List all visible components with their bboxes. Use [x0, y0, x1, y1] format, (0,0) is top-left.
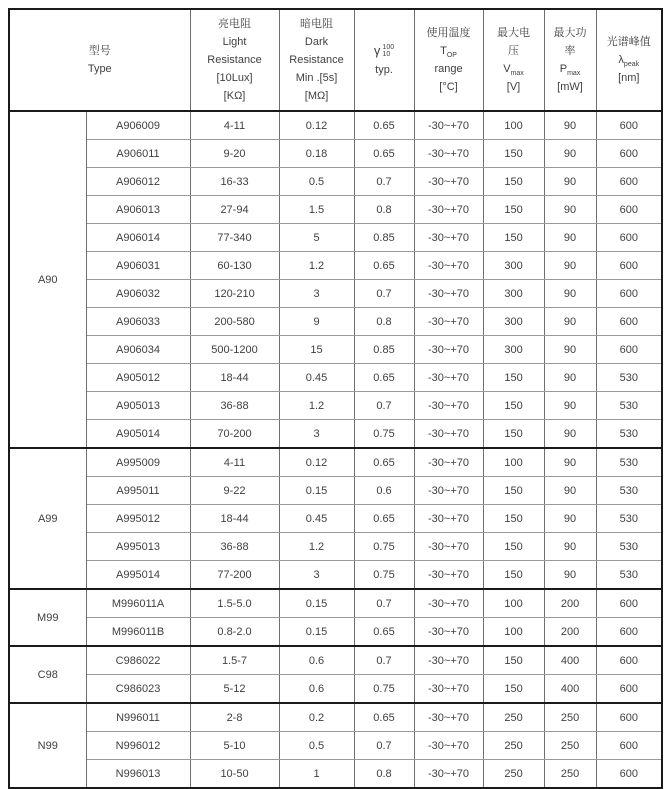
cell-light: 5-10 [190, 732, 279, 760]
cell-dark: 0.15 [279, 589, 354, 618]
cell-temp: -30~+70 [414, 703, 483, 732]
cell-model: A906009 [86, 111, 190, 140]
cell-gamma: 0.6 [354, 477, 414, 505]
cell-temp: -30~+70 [414, 111, 483, 140]
cell-gamma: 0.65 [354, 618, 414, 647]
table-row [9, 703, 662, 732]
cell-model: A905012 [86, 364, 190, 392]
cell-gamma: 0.65 [354, 252, 414, 280]
cell-vmax: 300 [483, 252, 544, 280]
cell-dark: 5 [279, 224, 354, 252]
cell-lambda: 600 [596, 111, 662, 140]
cell-temp: -30~+70 [414, 392, 483, 420]
cell-dark: 0.12 [279, 111, 354, 140]
cell-gamma: 0.75 [354, 675, 414, 704]
cell-lambda: 530 [596, 505, 662, 533]
group-label: C98 [9, 646, 86, 703]
table-body [9, 111, 662, 788]
cell-dark: 0.6 [279, 675, 354, 704]
table-row [9, 533, 662, 561]
cell-dark: 1.2 [279, 392, 354, 420]
cell-gamma: 0.75 [354, 533, 414, 561]
col-header-spectral-peak: 光谱峰值 $\lambda_{peak}$ [nm] [596, 9, 662, 111]
cell-model: A995012 [86, 505, 190, 533]
cell-pmax: 250 [544, 703, 596, 732]
cell-pmax: 90 [544, 168, 596, 196]
cell-model: M996011B [86, 618, 190, 647]
cell-temp: -30~+70 [414, 168, 483, 196]
cell-lambda: 530 [596, 364, 662, 392]
cell-light: 500-1200 [190, 336, 279, 364]
cell-lambda: 600 [596, 280, 662, 308]
cell-dark: 0.6 [279, 646, 354, 675]
cell-gamma: 0.65 [354, 140, 414, 168]
type-label-zh: 型号 [88, 45, 111, 57]
cell-pmax: 200 [544, 618, 596, 647]
cell-gamma: 0.65 [354, 448, 414, 477]
group-label: A90 [9, 111, 86, 448]
cell-lambda: 600 [596, 252, 662, 280]
cell-vmax: 150 [483, 392, 544, 420]
cell-vmax: 150 [483, 224, 544, 252]
cell-temp: -30~+70 [414, 675, 483, 704]
cell-pmax: 90 [544, 533, 596, 561]
cell-light: 4-11 [190, 448, 279, 477]
cell-temp: -30~+70 [414, 140, 483, 168]
cell-lambda: 600 [596, 760, 662, 789]
cell-model: A906034 [86, 336, 190, 364]
table-row [9, 732, 662, 760]
cell-lambda: 600 [596, 703, 662, 732]
cell-vmax: 150 [483, 168, 544, 196]
cell-pmax: 90 [544, 140, 596, 168]
cell-temp: -30~+70 [414, 448, 483, 477]
cell-model: N996012 [86, 732, 190, 760]
cell-vmax: 100 [483, 111, 544, 140]
cell-light: 2-8 [190, 703, 279, 732]
cell-dark: 0.12 [279, 448, 354, 477]
table-row [9, 675, 662, 704]
cell-model: A906031 [86, 252, 190, 280]
type-label-en: Type [87, 63, 112, 75]
cell-vmax: 100 [483, 448, 544, 477]
cell-dark: 1 [279, 760, 354, 789]
cell-lambda: 600 [596, 224, 662, 252]
cell-vmax: 150 [483, 364, 544, 392]
cell-temp: -30~+70 [414, 760, 483, 789]
cell-light: 10-50 [190, 760, 279, 789]
cell-light: 16-33 [190, 168, 279, 196]
cell-pmax: 400 [544, 675, 596, 704]
cell-gamma: 0.75 [354, 561, 414, 590]
cell-lambda: 600 [596, 336, 662, 364]
cell-dark: 0.45 [279, 364, 354, 392]
cell-light: 27-94 [190, 196, 279, 224]
cell-light: 36-88 [190, 392, 279, 420]
cell-lambda: 530 [596, 420, 662, 449]
cell-pmax: 90 [544, 308, 596, 336]
cell-gamma: 0.7 [354, 280, 414, 308]
cell-light: 5-12 [190, 675, 279, 704]
cell-model: A905014 [86, 420, 190, 449]
cell-light: 1.5-5.0 [190, 589, 279, 618]
cell-model: A906011 [86, 140, 190, 168]
cell-dark: 1.2 [279, 533, 354, 561]
cell-light: 60-130 [190, 252, 279, 280]
cell-gamma: 0.85 [354, 336, 414, 364]
table-row [9, 618, 662, 647]
cell-dark: 3 [279, 561, 354, 590]
cell-lambda: 530 [596, 448, 662, 477]
cell-gamma: 0.75 [354, 420, 414, 449]
spec-table [8, 8, 663, 789]
cell-vmax: 150 [483, 477, 544, 505]
cell-lambda: 600 [596, 732, 662, 760]
cell-temp: -30~+70 [414, 618, 483, 647]
table-row [9, 252, 662, 280]
cell-gamma: 0.7 [354, 589, 414, 618]
cell-lambda: 600 [596, 196, 662, 224]
cell-pmax: 90 [544, 505, 596, 533]
cell-dark: 0.2 [279, 703, 354, 732]
cell-gamma: 0.65 [354, 364, 414, 392]
cell-gamma: 0.65 [354, 505, 414, 533]
cell-pmax: 90 [544, 364, 596, 392]
cell-dark: 3 [279, 420, 354, 449]
cell-light: 4-11 [190, 111, 279, 140]
table-row [9, 280, 662, 308]
cell-gamma: 0.8 [354, 196, 414, 224]
table-row [9, 505, 662, 533]
cell-model: A995011 [86, 477, 190, 505]
cell-model: M996011A [86, 589, 190, 618]
col-header-gamma [354, 9, 414, 111]
cell-dark: 0.18 [279, 140, 354, 168]
cell-light: 77-340 [190, 224, 279, 252]
table-row [9, 589, 662, 618]
col-header-max-power: 最大功 率 $P_{max}$ [mW] [544, 9, 596, 111]
cell-pmax: 90 [544, 252, 596, 280]
cell-light: 36-88 [190, 533, 279, 561]
cell-model: A995009 [86, 448, 190, 477]
cell-vmax: 150 [483, 533, 544, 561]
cell-dark: 0.15 [279, 477, 354, 505]
cell-temp: -30~+70 [414, 252, 483, 280]
table-row [9, 760, 662, 789]
col-header-type [9, 9, 190, 111]
header-row [9, 9, 662, 111]
cell-temp: -30~+70 [414, 280, 483, 308]
cell-temp: -30~+70 [414, 420, 483, 449]
table-row [9, 224, 662, 252]
cell-dark: 0.45 [279, 505, 354, 533]
cell-light: 77-200 [190, 561, 279, 590]
cell-temp: -30~+70 [414, 308, 483, 336]
cell-temp: -30~+70 [414, 561, 483, 590]
col-header-max-voltage: 最大电 压 $V_{max}$ [V] [483, 9, 544, 111]
cell-model: A995013 [86, 533, 190, 561]
table-row [9, 364, 662, 392]
table-row [9, 336, 662, 364]
cell-vmax: 300 [483, 280, 544, 308]
cell-lambda: 530 [596, 477, 662, 505]
cell-vmax: 150 [483, 505, 544, 533]
cell-pmax: 90 [544, 448, 596, 477]
cell-vmax: 300 [483, 336, 544, 364]
cell-temp: -30~+70 [414, 224, 483, 252]
gamma-symbol: γ 100 10 [373, 42, 395, 58]
cell-vmax: 150 [483, 675, 544, 704]
cell-model: A906032 [86, 280, 190, 308]
cell-vmax: 100 [483, 618, 544, 647]
col-header-dark-resistance: 暗电阻 Dark Resistance Min .[5s] [MΩ] [279, 9, 354, 111]
table-row [9, 646, 662, 675]
cell-light: 200-580 [190, 308, 279, 336]
cell-model: A906014 [86, 224, 190, 252]
cell-dark: 1.5 [279, 196, 354, 224]
cell-lambda: 600 [596, 589, 662, 618]
cell-pmax: 90 [544, 392, 596, 420]
cell-vmax: 300 [483, 308, 544, 336]
cell-light: 120-210 [190, 280, 279, 308]
cell-light: 1.5-7 [190, 646, 279, 675]
cell-dark: 0.5 [279, 732, 354, 760]
group-label: A99 [9, 448, 86, 589]
cell-pmax: 200 [544, 589, 596, 618]
cell-lambda: 600 [596, 675, 662, 704]
gamma-typ-label: typ. [375, 63, 393, 76]
cell-gamma: 0.65 [354, 703, 414, 732]
cell-gamma: 0.7 [354, 392, 414, 420]
cell-gamma: 0.7 [354, 168, 414, 196]
cell-dark: 0.5 [279, 168, 354, 196]
cell-pmax: 90 [544, 477, 596, 505]
cell-vmax: 150 [483, 646, 544, 675]
cell-gamma: 0.8 [354, 308, 414, 336]
cell-light: 9-22 [190, 477, 279, 505]
table-row [9, 111, 662, 140]
cell-dark: 9 [279, 308, 354, 336]
cell-pmax: 90 [544, 336, 596, 364]
cell-vmax: 150 [483, 140, 544, 168]
cell-temp: -30~+70 [414, 364, 483, 392]
cell-lambda: 530 [596, 561, 662, 590]
table-row [9, 561, 662, 590]
cell-model: C986023 [86, 675, 190, 704]
cell-gamma: 0.7 [354, 732, 414, 760]
cell-lambda: 600 [596, 646, 662, 675]
cell-pmax: 90 [544, 280, 596, 308]
cell-light: 0.8-2.0 [190, 618, 279, 647]
cell-pmax: 250 [544, 760, 596, 789]
cell-pmax: 250 [544, 732, 596, 760]
cell-model: N996011 [86, 703, 190, 732]
table-row [9, 448, 662, 477]
cell-vmax: 250 [483, 732, 544, 760]
cell-temp: -30~+70 [414, 589, 483, 618]
cell-pmax: 400 [544, 646, 596, 675]
cell-model: N996013 [86, 760, 190, 789]
cell-vmax: 150 [483, 196, 544, 224]
cell-gamma: 0.8 [354, 760, 414, 789]
table-row [9, 308, 662, 336]
cell-lambda: 600 [596, 618, 662, 647]
cell-temp: -30~+70 [414, 646, 483, 675]
table-row [9, 196, 662, 224]
col-header-light-resistance: 亮电阻 Light Resistance [10Lux] [KΩ] [190, 9, 279, 111]
cell-vmax: 250 [483, 760, 544, 789]
cell-model: A906033 [86, 308, 190, 336]
cell-vmax: 150 [483, 561, 544, 590]
table-row [9, 420, 662, 449]
cell-pmax: 90 [544, 111, 596, 140]
cell-lambda: 600 [596, 140, 662, 168]
cell-lambda: 530 [596, 392, 662, 420]
table-header [9, 9, 662, 111]
cell-vmax: 100 [483, 589, 544, 618]
cell-pmax: 90 [544, 224, 596, 252]
cell-lambda: 530 [596, 533, 662, 561]
group-label: N99 [9, 703, 86, 788]
cell-dark: 1.2 [279, 252, 354, 280]
cell-light: 18-44 [190, 364, 279, 392]
cell-temp: -30~+70 [414, 477, 483, 505]
cell-temp: -30~+70 [414, 533, 483, 561]
cell-dark: 0.15 [279, 618, 354, 647]
table-row [9, 140, 662, 168]
cell-vmax: 150 [483, 420, 544, 449]
cell-gamma: 0.7 [354, 646, 414, 675]
cell-temp: -30~+70 [414, 336, 483, 364]
cell-gamma: 0.85 [354, 224, 414, 252]
cell-model: C986022 [86, 646, 190, 675]
cell-model: A906013 [86, 196, 190, 224]
cell-pmax: 90 [544, 561, 596, 590]
cell-dark: 15 [279, 336, 354, 364]
cell-pmax: 90 [544, 196, 596, 224]
cell-temp: -30~+70 [414, 196, 483, 224]
cell-dark: 3 [279, 280, 354, 308]
cell-model: A906012 [86, 168, 190, 196]
group-label: M99 [9, 589, 86, 646]
cell-gamma: 0.65 [354, 111, 414, 140]
table-row [9, 392, 662, 420]
cell-light: 9-20 [190, 140, 279, 168]
cell-vmax: 250 [483, 703, 544, 732]
cell-temp: -30~+70 [414, 732, 483, 760]
cell-lambda: 600 [596, 168, 662, 196]
cell-light: 18-44 [190, 505, 279, 533]
cell-pmax: 90 [544, 420, 596, 449]
table-row [9, 477, 662, 505]
col-header-operating-temp: 使用温度 $T_{OP}$ range [°C] [414, 9, 483, 111]
cell-model: A995014 [86, 561, 190, 590]
cell-light: 70-200 [190, 420, 279, 449]
table-row [9, 168, 662, 196]
cell-temp: -30~+70 [414, 505, 483, 533]
cell-model: A905013 [86, 392, 190, 420]
cell-lambda: 600 [596, 308, 662, 336]
